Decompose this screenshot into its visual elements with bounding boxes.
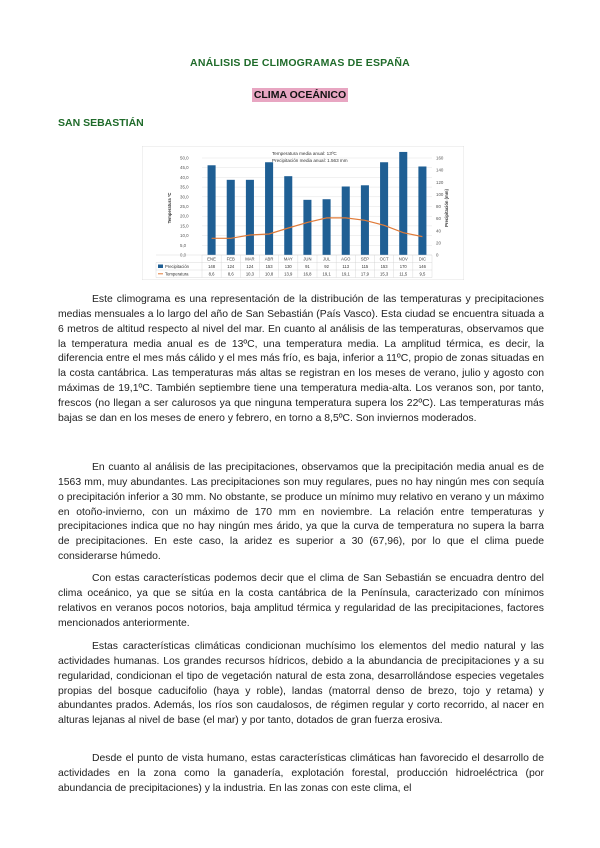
section-heading: SAN SEBASTIÁN: [58, 117, 144, 129]
left-tick-label: 35,0: [180, 184, 189, 190]
right-tick-label: 40: [436, 228, 441, 234]
precipitation-value: 124: [246, 264, 254, 269]
precipitation-legend-swatch: [158, 265, 163, 269]
left-axis-label: Temperatura ºC: [167, 192, 172, 224]
left-tick-label: 25,0: [180, 204, 189, 209]
right-tick-label: 20: [436, 240, 441, 246]
temperature-legend-label: Temperatura: [165, 271, 189, 277]
right-tick-label: 140: [436, 167, 444, 173]
right-tick-label: 120: [436, 179, 444, 185]
precipitation-bar: [246, 180, 254, 255]
left-tick-label: 0,0: [180, 252, 187, 258]
precipitation-value: 113: [342, 264, 350, 269]
left-tick-label: 15,0: [180, 223, 189, 229]
left-tick-label: 20,0: [180, 213, 189, 219]
precipitation-value: 130: [284, 264, 292, 269]
month-label: MAY: [283, 256, 293, 262]
right-tick-label: 0: [436, 252, 439, 258]
precipitation-bar: [399, 152, 407, 255]
temperature-value: 15,3: [380, 271, 389, 277]
precipitation-value: 92: [324, 264, 329, 269]
month-label: JUL: [322, 256, 331, 262]
temperature-value: 10,3: [245, 271, 254, 277]
left-tick-label: 30,0: [180, 194, 189, 200]
month-label: MAR: [245, 256, 255, 262]
chart-annotation-line1: Temperatura media anual: 13ºC: [272, 151, 337, 156]
right-axis-label: Precipitación (mm): [444, 189, 449, 227]
temperature-value: 10,8: [265, 271, 274, 277]
month-label: ABR: [264, 256, 274, 262]
subtitle-wrap: [0, 85, 600, 103]
left-tick-label: 10,0: [180, 233, 189, 239]
month-label: JUN: [303, 256, 312, 262]
precipitation-bar: [227, 180, 235, 255]
document-subtitle: CLIMA OCEÁNICO: [253, 89, 347, 101]
precipitation-value: 91: [305, 264, 310, 269]
month-label: ENE: [207, 256, 216, 262]
temperature-value: 11,5: [399, 271, 408, 277]
left-tick-label: 40,0: [180, 174, 189, 180]
precipitation-bar: [284, 176, 292, 255]
precipitation-bar: [208, 165, 216, 255]
temperature-value: 13,9: [284, 271, 293, 277]
precipitation-value: 170: [399, 264, 407, 269]
precipitation-value: 124: [227, 264, 235, 269]
paragraph-temperatures: Este climograma es una representación de la distribución de las temperaturas y precipitaciones medias mensuales a lo largo del año de San Sebastián (País Vasco). Esta ciudad se encuentra situada a 6 metros de altitud respecto al nivel del mar. En cuanto al análisis de las temperaturas, observamos que la temperatura media anual es de 13ºC, una temperatura media. La amplitud térmica, es decir, la diferencia entre el mes más cálido y el mes más frío, es baja, inferior a 11ºC, propio de zonas situadas en la costa cantábrica. Las temperaturas más altas se registran en los meses de verano, julio y agosto con máximas de 19,1ºC. También septiembre tiene una temperatura media-alta. Los veranos son, por tanto, frescos (no llegan a ser calurosos ya que ninguna temperatura supera los 22ºC). Las temperaturas más bajas se dan en los meses de enero y febrero, en torno a 8,5ºC. Son inviernos moderados.: [58, 294, 544, 424]
month-label: SEP: [360, 256, 370, 262]
temperature-value: 8,6: [208, 271, 215, 277]
precipitation-legend-label: Precipitación: [165, 264, 189, 269]
temperature-value: 8,6: [227, 271, 234, 277]
climogram-chart: [142, 146, 464, 280]
month-label: FEB: [226, 256, 235, 262]
month-label: OCT: [379, 256, 389, 262]
left-tick-label: 45,0: [180, 165, 189, 171]
temperature-value: 17,9: [360, 271, 369, 277]
precipitation-value: 115: [361, 264, 369, 269]
precipitation-bar: [380, 162, 388, 255]
temperature-value: 19,1: [341, 271, 350, 277]
chart-annotation-line2: Precipitación media anual: 1.563 mm: [272, 158, 348, 163]
precipitation-value: 153: [380, 264, 388, 269]
left-tick-label: 5,0: [180, 242, 187, 248]
paragraph-climate-type: Con estas características podemos decir que el clima de San Sebastián se encuadra dentro del clima oceánico, ya que se sitúa en la costa cantábrica de la Península, caracterizado con mínimos relativos en veranos pocos notorios, baja amplitud térmica y regularidad de las precipitaciones, factores mencionados anteriormente.: [58, 573, 544, 629]
precipitation-bar: [323, 199, 331, 255]
precipitation-bar: [418, 166, 426, 255]
month-label: NOV: [398, 256, 408, 262]
right-tick-label: 100: [436, 191, 444, 197]
precipitation-value: 148: [208, 264, 216, 269]
precipitation-value: 153: [265, 264, 273, 269]
right-tick-label: 60: [436, 216, 441, 222]
paragraph-human-activity: Desde el punto de vista humano, estas características climáticas han favorecido el desarrollo de actividades en la zona como la ganadería, explotación forestal, producción hidroeléctrica (por abundancia de precipitaciones) y la industria. En las zonas con este clima, el: [58, 753, 544, 794]
month-label: DIC: [418, 256, 427, 262]
right-tick-label: 160: [436, 155, 444, 161]
paragraph-natural-environment: Estas características climáticas condicionan muchísimo los elementos del medio natural y las actividades humanas. Los grandes recursos hídricos, debido a la abundancia de precipitaciones y a su regularidad, condicionan el tipo de vegetación natural de esta zona, desarrollándose especies vegetales propias del bosque caducifolio (haya y roble), landas (matorral denso de brezo, tojo y retama) y abundantes prados. Además, los ríos son caudalosos, de régimen regular y corto recorrido, al nacer en alturas lejanas al nivel de base (el mar) y por tanto, dotados de gran fuerza erosiva.: [58, 641, 544, 727]
temperature-value: 9,5: [419, 271, 426, 277]
document-title: ANÁLISIS DE CLIMOGRAMAS DE ESPAÑA: [190, 57, 410, 69]
precipitation-bar: [265, 162, 273, 255]
precipitation-value: 146: [418, 264, 426, 269]
temperature-value: 19,1: [322, 271, 331, 277]
climogram-svg: [142, 146, 464, 280]
precipitation-bar: [303, 200, 311, 255]
right-tick-label: 80: [436, 204, 441, 209]
precipitation-bar: [342, 186, 350, 255]
left-tick-label: 50,0: [180, 155, 189, 161]
month-label: AGO: [341, 256, 351, 262]
temperature-value: 16,8: [303, 271, 312, 277]
paragraph-precipitation: En cuanto al análisis de las precipitaciones, observamos que la precipitación media anual es de 1563 mm, muy abundantes. Las precipitaciones son muy regulares, pues no hay ningún mes con sequía o precipitación inferior a 30 mm. No obstante, se produce un mínimo muy relativo en verano y un máximo en otoño-invierno, con un máximo de 170 mm en noviembre. La relación entre temperaturas y precipitaciones indica que no hay ningún mes árido, ya que la curva de temperatura no supera la barra de precipitaciones. En este caso, la aridez es superior a 30 (67,96), por lo que el clima puede considerarse húmedo.: [58, 462, 544, 563]
